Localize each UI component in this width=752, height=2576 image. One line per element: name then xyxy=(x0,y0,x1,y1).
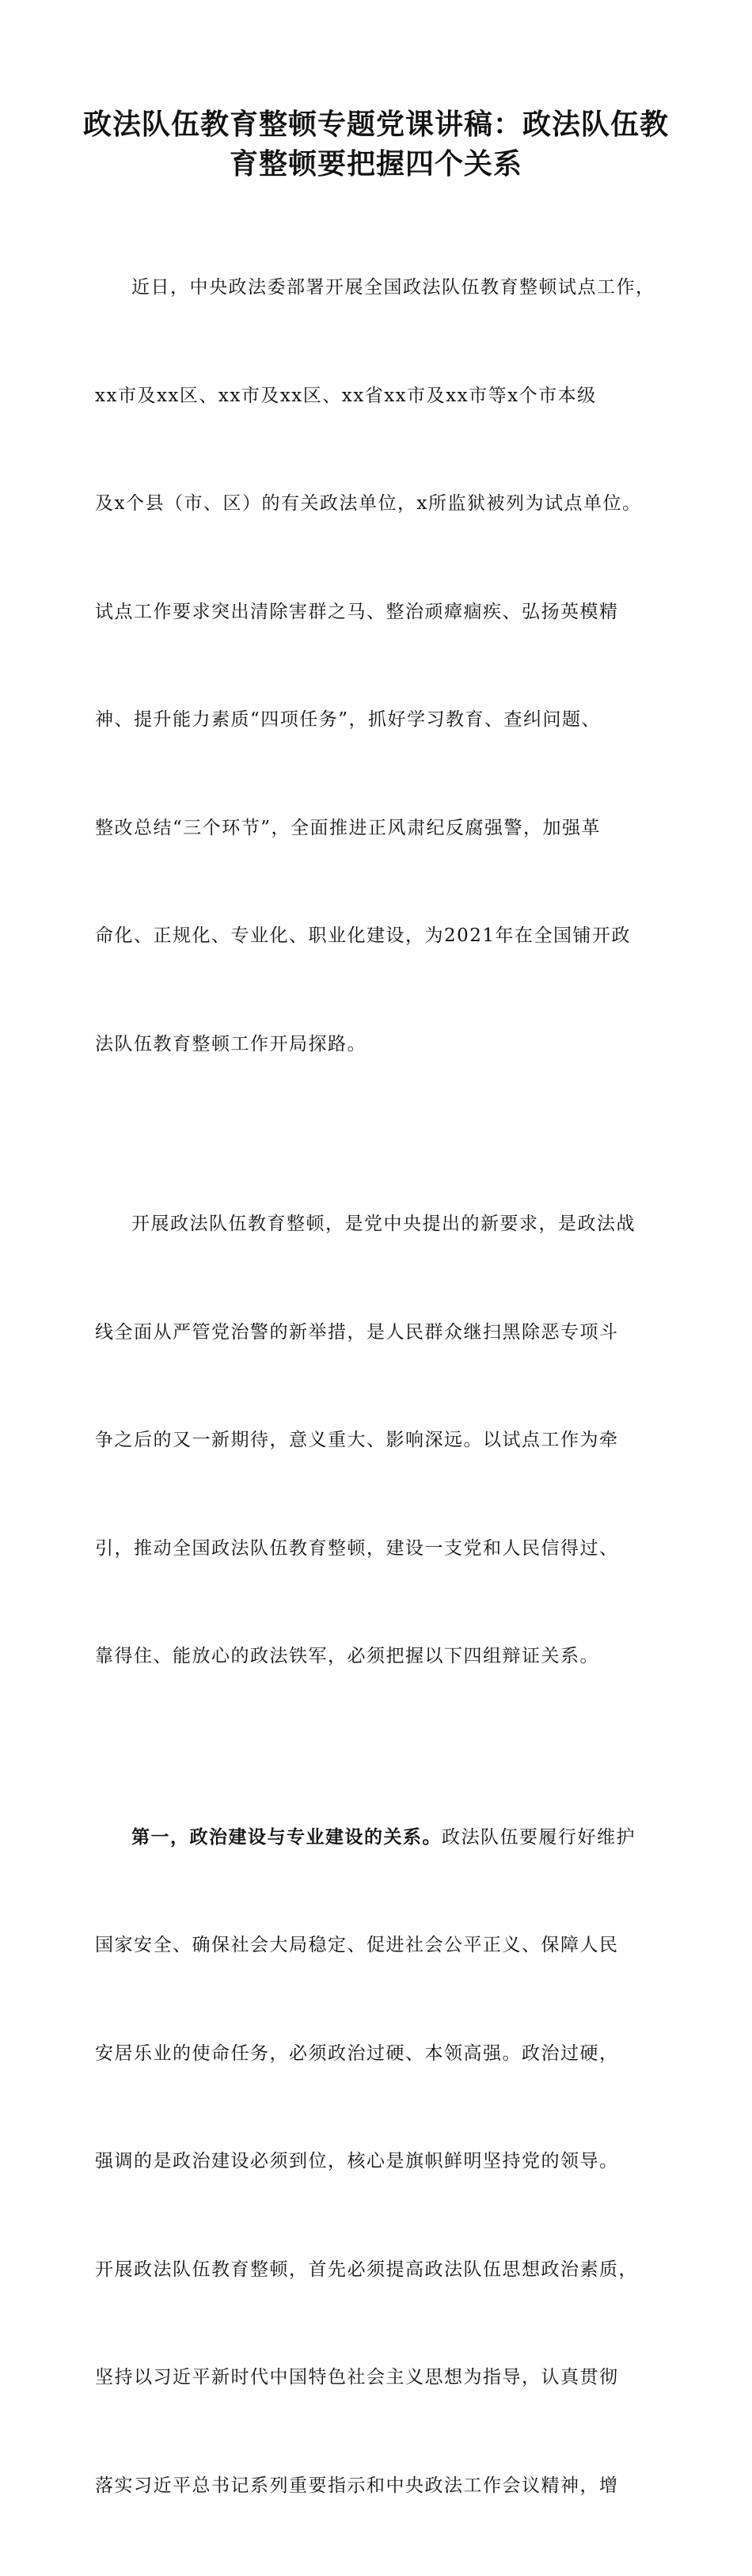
paragraph-line: 坚持以习近平新时代中国特色社会主义思想为指导，认真贯彻 xyxy=(95,2360,659,2396)
paragraph-1 xyxy=(95,198,659,1134)
paragraph-line: 引，推动全国政法队伍教育整顿，建设一支党和人民信得过、 xyxy=(95,1531,659,1567)
paragraph-line: 整改总结“三个环节”，全面推进正风肃纪反腐强警，加强革 xyxy=(95,811,659,847)
paragraph-line: 争之后的又一新期待，意义重大、影响深远。以试点工作为牵 xyxy=(95,1423,659,1459)
paragraph-line: 试点工作要求突出清除害群之马、整治顽瘴痼疾、弘扬英模精 xyxy=(95,595,659,631)
document-page xyxy=(0,0,752,1064)
paragraph-line: 开展政法队伍教育整顿，是党中央提出的新要求，是政法战 xyxy=(95,1206,659,1243)
paragraph-line: 国家安全、确保社会大局稳定、促进社会公平正义、保障人民 xyxy=(95,1928,659,1964)
paragraph-line: 开展政法队伍教育整顿，首先必须提高政法队伍思想政治素质， xyxy=(95,2252,659,2289)
paragraph-line: 神、提升能力素质“四项任务”，抓好学习教育、查纠问题、 xyxy=(95,702,659,739)
document-title xyxy=(79,104,673,184)
paragraph-line: 落实习近平总书记系列重要指示和中央政法工作会议精神，增 xyxy=(95,2468,659,2505)
paragraph-line: 安居乐业的使命任务，必须政治过硬、本领高强。政治过硬， xyxy=(95,2036,659,2073)
paragraph-line: 近日，中央政法委部署开展全国政法队伍教育整顿试点工作， xyxy=(95,270,659,306)
paragraph-3 xyxy=(95,1747,659,2576)
paragraph-2 xyxy=(95,1134,659,1747)
paragraph-line: xx市及xx区、xx市及xx区、xx省xx市及xx市等x个市本级 xyxy=(95,378,659,415)
paragraph-line xyxy=(95,1819,659,1856)
paragraph-line: 命化、正规化、专业化、职业化建设，为2021年在全国铺开政 xyxy=(95,918,659,955)
paragraph-line: 强调的是政治建设必须到位，核心是旗帜鲜明坚持党的领导。 xyxy=(95,2144,659,2180)
paragraph-line: 法队伍教育整顿工作开局探路。 xyxy=(95,1027,659,1063)
paragraph-line: 靠得住、能放心的政法铁军，必须把握以下四组辩证关系。 xyxy=(95,1639,659,1675)
paragraph-line: 及x个县（市、区）的有关政法单位，x所监狱被列为试点单位。 xyxy=(95,486,659,522)
title-line-1: 政法队伍教育整顿专题党课讲稿：政法队伍教 xyxy=(79,104,673,144)
section-heading: 第一，政治建设与专业建设的关系。 xyxy=(131,1826,442,1848)
document-body xyxy=(95,198,659,2576)
paragraph-text: 政法队伍要履行好维护 xyxy=(442,1827,636,1848)
paragraph-line: 线全面从严管党治警的新举措，是人民群众继扫黑除恶专项斗 xyxy=(95,1315,659,1351)
title-line-2: 育整顿要把握四个关系 xyxy=(79,144,673,184)
